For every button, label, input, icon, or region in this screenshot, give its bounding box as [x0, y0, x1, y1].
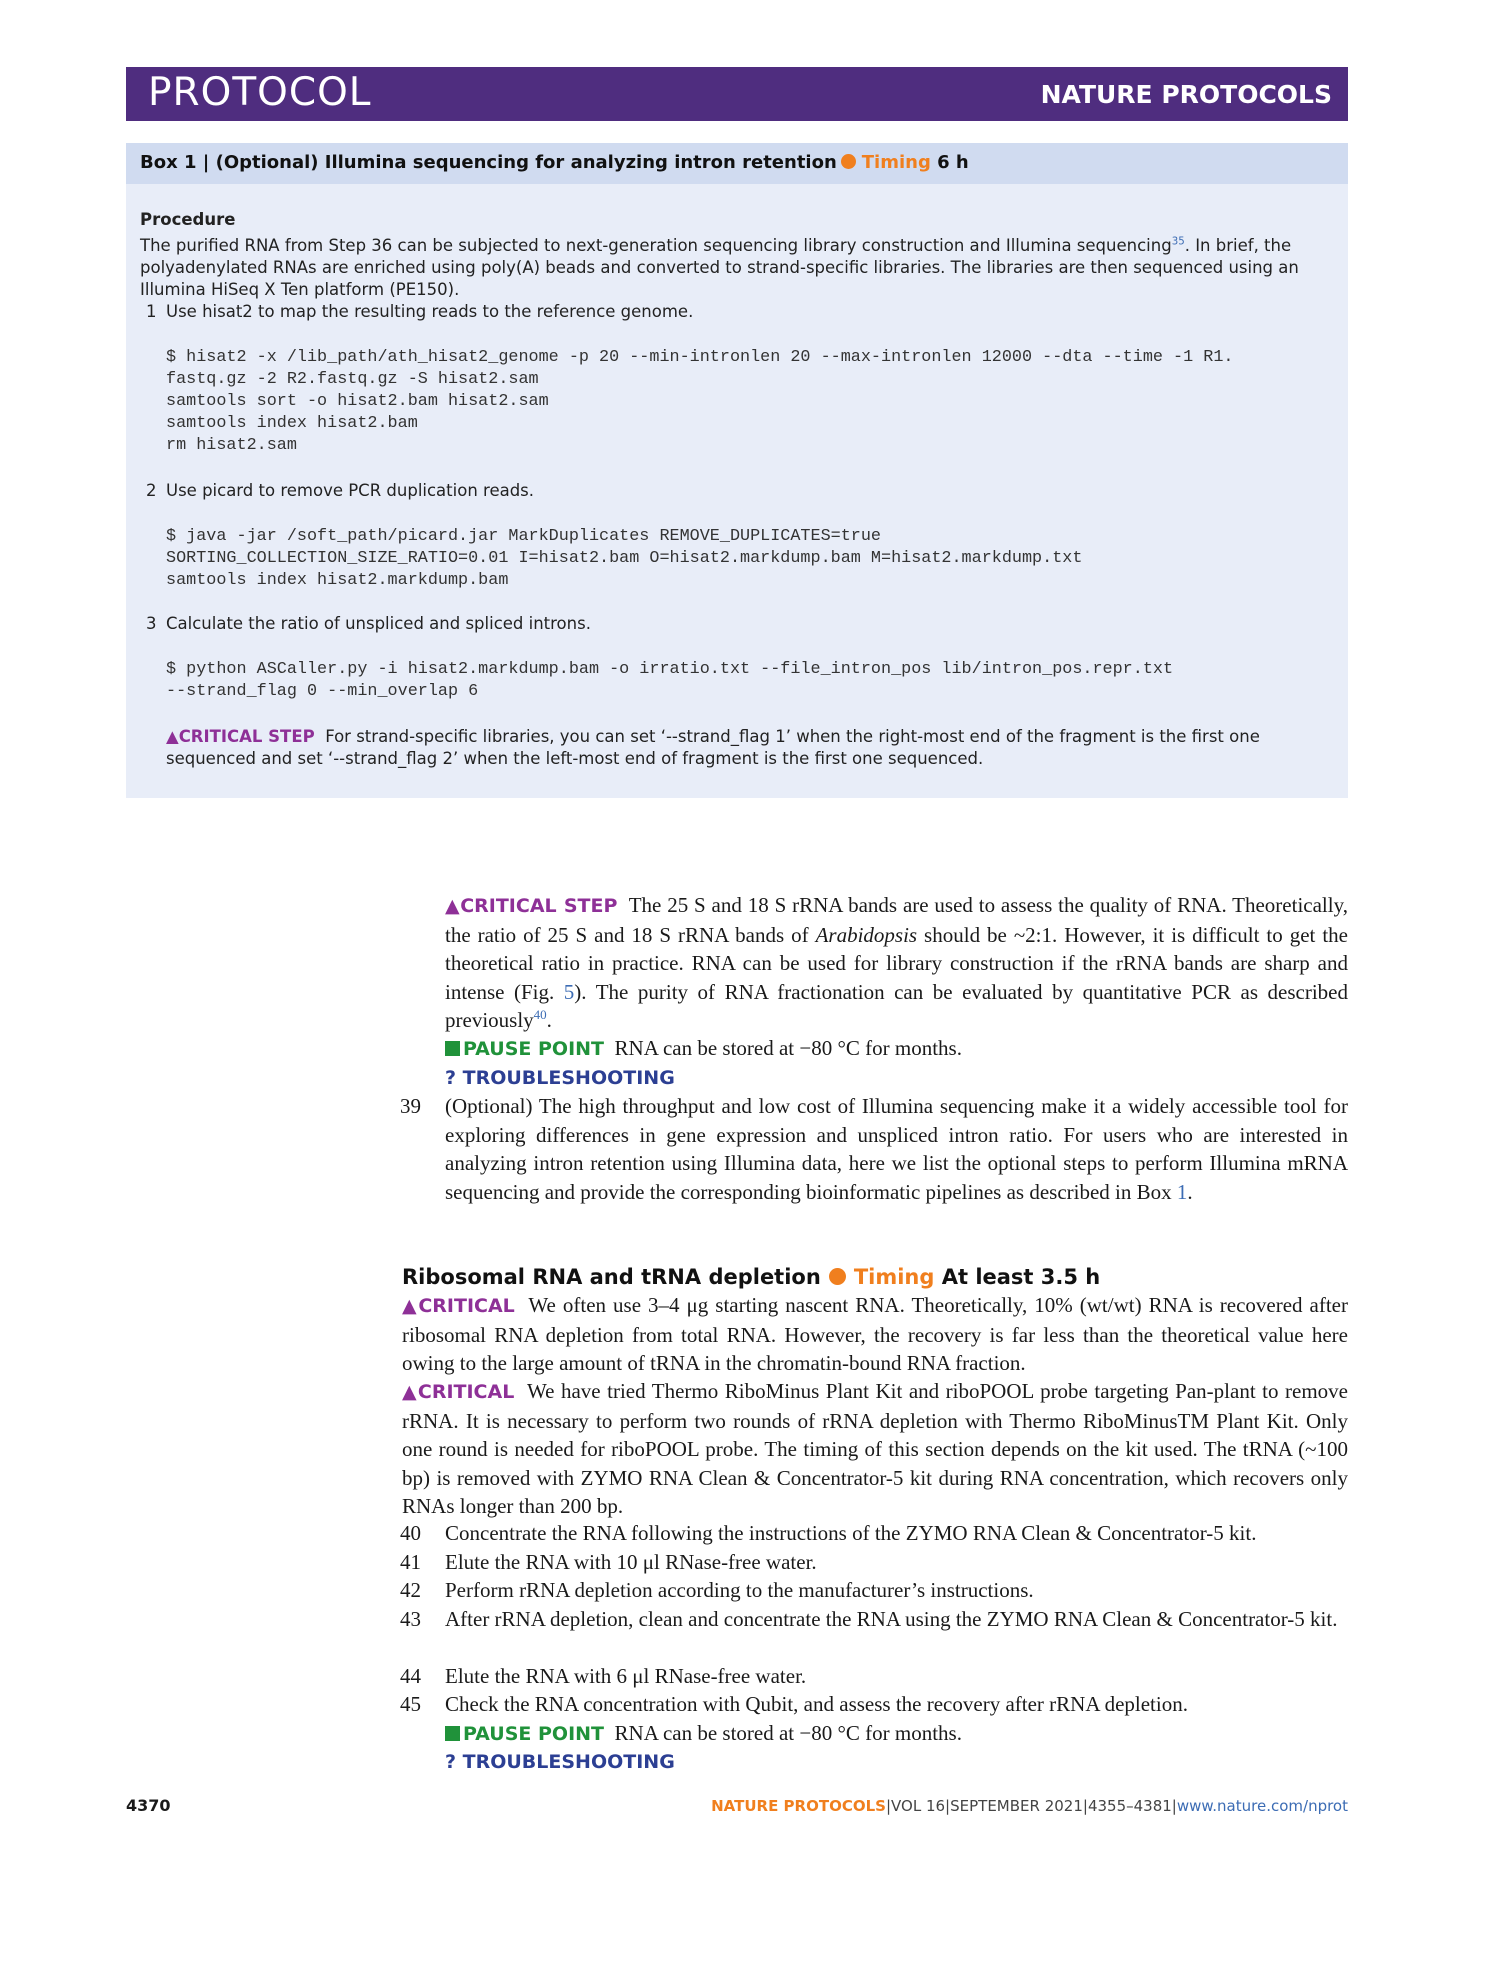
step-text: Concentrate the RNA following the instructions of the ZYMO RNA Clean & Concentrator-5 kit.	[445, 1521, 1257, 1545]
critical-label: ▲CRITICAL	[402, 1381, 515, 1403]
page-number: 4370	[126, 1796, 171, 1815]
code-block-2	[166, 526, 1082, 592]
step-num: 41	[400, 1550, 421, 1574]
crit1-text-a: The 25 S and 18 S rRNA bands are used to assess the quality of RNA. Theoretically, the ratio of 25 S and 18 S rRNA bands of	[445, 893, 1348, 947]
step-39-text-a: (Optional) The high throughput and low cost of Illumina sequencing make it a widely accessible tool for exploring differences in gene expression and unspliced intron ratio. For users who are interested in analyzing intron retention using Illumina data, here we list the optional steps to perform Illumina mRNA sequencing and provide the corresponding bioinformatic pipelines as described in Box	[445, 1094, 1348, 1204]
critical-step-label: ▲CRITICAL STEP	[445, 895, 618, 917]
section-timing-label: Timing	[853, 1265, 935, 1289]
box-intro-text-2: . In brief, the polyadenylated RNAs are enriched using poly(A) beads and converted to strand-specific libraries. The libraries are then sequenced using an Illumina HiSeq X Ten platform (PE150).	[140, 236, 1299, 299]
critical-step-text: For strand-specific libraries, you can set ‘--strand_flag 1’ when the right-most end of the fragment is the first one sequenced and set ‘--strand_flag 2’ when the left-most end of fragment is the first one sequenced.	[166, 727, 1260, 768]
step-num: 43	[400, 1607, 421, 1631]
box-intro	[140, 235, 1330, 301]
code-line: $ hisat2 -x /lib_path/ath_hisat2_genome -p 20 --min-intronlen 20 --max-intronlen 12000 --dta --time -1 R1.	[166, 348, 1234, 367]
code-line: samtools index hisat2.bam	[166, 414, 418, 433]
box-1-link[interactable]: 1	[1176, 1179, 1188, 1204]
critical-1	[402, 1291, 1348, 1378]
pause-point-text: RNA can be stored at −80 °C for months.	[614, 1036, 962, 1060]
box-step-1-text: Use hisat2 to map the resulting reads to the reference genome.	[166, 302, 694, 321]
section-heading	[402, 1265, 1100, 1289]
code-line: --strand_flag 0 --min_overlap 6	[166, 682, 479, 701]
step-text: Elute the RNA with 6 μl RNase-free water.	[445, 1664, 807, 1688]
critical-text: We have tried Thermo RiboMinus Plant Kit and riboPOOL probe targeting Pan-plant to remove rRNA. It is necessary to perform two rounds of rRNA depletion with Thermo RiboMinusTM Plant Kit. Only one round is needed for riboPOOL probe. The timing of this section depends on the kit used. The tRNA (~100 bp) is removed with ZYMO RNA Clean & Concentrator-5 kit during RNA concentration, which recovers only RNAs longer than 200 bp.	[402, 1379, 1348, 1518]
footer-volume: VOL 16	[891, 1797, 946, 1815]
code-line: samtools sort -o hisat2.bam hisat2.sam	[166, 392, 549, 411]
header-banner	[126, 67, 1348, 121]
troubleshooting-link[interactable]: ? TROUBLESHOOTING	[445, 1067, 675, 1089]
footer-pages: 4355–4381	[1087, 1797, 1172, 1815]
critical-text: We often use 3–4 μg starting nascent RNA. Theoretically, 10% (wt/wt) RNA is recovered after ribosomal RNA depletion from total RNA. However, the recovery is far less than the theoretical value here owing to the large amount of tRNA in the chromatin-bound RNA fraction.	[402, 1293, 1348, 1375]
troubleshooting-1	[445, 1063, 675, 1093]
timing-dot-icon	[829, 1268, 846, 1285]
pause-square-icon	[445, 1726, 460, 1741]
critical-label: ▲CRITICAL	[402, 1295, 515, 1317]
footer-url-link[interactable]: www.nature.com/nprot	[1176, 1797, 1348, 1815]
pause-point-label: PAUSE POINT	[463, 1723, 605, 1745]
box-step-3-num: 3	[146, 614, 157, 633]
box-title-text: Box 1 | (Optional) Illumina sequencing for analyzing intron retention	[140, 152, 837, 173]
code-line: rm hisat2.sam	[166, 436, 297, 455]
troubleshooting-link[interactable]: ? TROUBLESHOOTING	[445, 1751, 675, 1773]
box-step-2-text: Use picard to remove PCR duplication reads.	[166, 481, 535, 500]
footer-date: SEPTEMBER 2021	[950, 1797, 1083, 1815]
step-num: 40	[400, 1521, 421, 1545]
step-text: Elute the RNA with 10 μl RNase-free water.	[445, 1550, 817, 1574]
code-block-1	[166, 347, 1233, 457]
crit1-text-c: ). The purity of RNA fractionation can be evaluated by quantitative PCR as described previously	[445, 979, 1348, 1032]
step-num: 42	[400, 1578, 421, 1602]
step-num: 45	[400, 1692, 421, 1716]
section-timing-value: At least 3.5 h	[941, 1265, 1101, 1289]
box-intro-text-1: The purified RNA from Step 36 can be subjected to next-generation sequencing library construction and Illumina sequencing	[140, 236, 1172, 255]
box-title	[140, 152, 969, 173]
code-line: samtools index hisat2.markdump.bam	[166, 571, 509, 590]
section-label: PROTOCOL	[148, 70, 372, 115]
pause-point-text: RNA can be stored at −80 °C for months.	[614, 1721, 962, 1745]
troubleshooting-2	[445, 1747, 675, 1777]
code-line: $ python ASCaller.py -i hisat2.markdump.bam -o irratio.txt --file_intron_pos lib/intron_pos.repr.txt	[166, 660, 1174, 679]
footer-citation	[711, 1797, 1348, 1815]
journal-label: NATURE PROTOCOLS	[1040, 80, 1332, 109]
code-line: fastq.gz -2 R2.fastq.gz -S hisat2.sam	[166, 370, 539, 389]
crit1-italic: Arabidopsis	[815, 922, 918, 947]
box-1	[126, 143, 1348, 798]
crit1-text-d: .	[546, 1008, 552, 1032]
step-text: After rRNA depletion, clean and concentrate the RNA using the ZYMO RNA Clean & Concentrator-5 kit.	[445, 1607, 1338, 1631]
code-line: $ java -jar /soft_path/picard.jar MarkDuplicates REMOVE_DUPLICATES=true	[166, 527, 881, 546]
ref-35-link[interactable]: 35	[1171, 236, 1185, 248]
critical-2	[402, 1377, 1348, 1521]
step-39-text-b: .	[1187, 1179, 1193, 1204]
box-timing-value: 6 h	[937, 152, 969, 173]
footer-separator: |	[1082, 1797, 1088, 1815]
box-header	[126, 143, 1348, 184]
critical-step-rrna	[445, 891, 1348, 1035]
footer-separator: |	[945, 1797, 951, 1815]
fig-5-link[interactable]: 5	[563, 979, 575, 1004]
critical-step-label: ▲CRITICAL STEP	[166, 727, 315, 746]
step-39-text	[445, 1092, 1348, 1206]
pause-point-label: PAUSE POINT	[463, 1038, 605, 1060]
footer-separator: |	[885, 1797, 892, 1815]
pause-point-1	[445, 1034, 962, 1064]
step-text: Perform rRNA depletion according to the manufacturer’s instructions.	[445, 1578, 1034, 1602]
box-critical-step	[166, 726, 1332, 770]
pause-square-icon	[445, 1041, 460, 1056]
box-step-3-text: Calculate the ratio of unspliced and spliced introns.	[166, 614, 591, 633]
section-title: Ribosomal RNA and tRNA depletion	[402, 1265, 821, 1289]
box-step-1-num: 1	[146, 302, 157, 321]
box-timing-label: Timing	[861, 152, 931, 173]
procedure-heading: Procedure	[140, 210, 236, 229]
step-text: Check the RNA concentration with Qubit, and assess the recovery after rRNA depletion.	[445, 1692, 1188, 1716]
step-num: 44	[400, 1664, 421, 1688]
footer-journal: NATURE PROTOCOLS	[711, 1797, 886, 1815]
ref-40-link[interactable]: 40	[533, 1007, 547, 1022]
pause-point-2	[445, 1719, 962, 1749]
crit1-text-b: should be ~2:1. However, it is difficult to get the theoretical ratio in practice. RNA can be used for library construction if the rRNA bands are sharp and intense (Fig.	[445, 922, 1348, 1004]
box-step-2-num: 2	[146, 481, 157, 500]
footer-separator: |	[1171, 1797, 1177, 1815]
timing-dot-icon	[841, 154, 856, 169]
step-39-num: 39	[400, 1094, 421, 1118]
code-block-3	[166, 659, 1173, 703]
code-line: SORTING_COLLECTION_SIZE_RATIO=0.01 I=hisat2.bam O=hisat2.markdump.bam M=hisat2.markdump.txt	[166, 549, 1083, 568]
